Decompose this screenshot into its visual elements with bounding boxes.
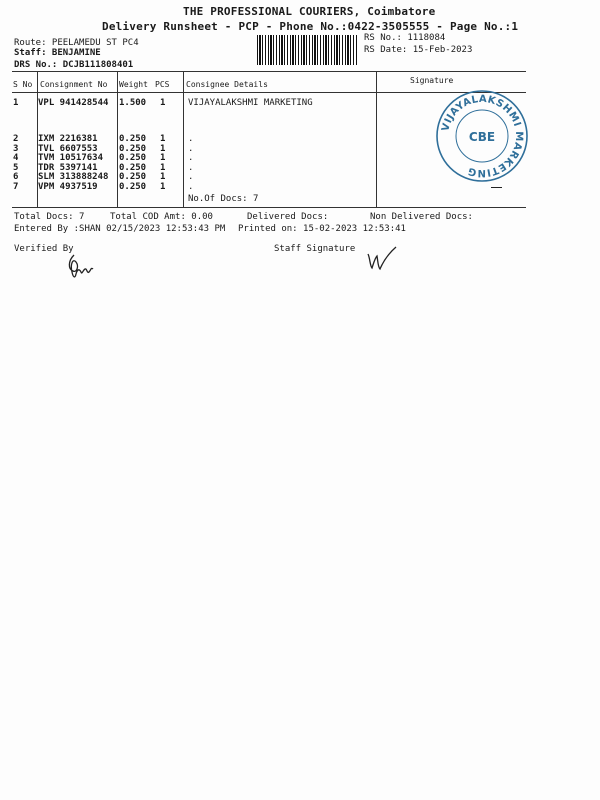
- table-cell: 1: [160, 181, 166, 192]
- header-consignee-details: Consignee Details: [186, 80, 268, 89]
- table-cell: .: [188, 181, 194, 192]
- table-cell: IXM 2216381: [38, 134, 98, 144]
- table-cell: 1: [160, 172, 166, 182]
- non-delivered-docs: Non Delivered Docs:: [370, 212, 473, 222]
- table-cell: TDR 5397141: [38, 162, 98, 173]
- rs-date: RS Date: 15-Feb-2023: [364, 45, 473, 55]
- staff-text: Staff: BENJAMINE: [14, 48, 101, 58]
- table-cell: 2: [13, 134, 19, 144]
- row-1-consignment: VPL 941428544: [38, 98, 109, 108]
- pcs-column: [160, 135, 165, 192]
- drs-number: DRS No.: DCJB111808401: [14, 60, 134, 70]
- table-cell: TVL 6607553: [38, 143, 98, 154]
- total-docs: Total Docs: 7: [14, 212, 85, 222]
- verifier-signature: [62, 252, 98, 282]
- col-divider: [117, 72, 118, 207]
- table-cell: 1: [160, 143, 166, 154]
- row-1-weight: 1.500: [119, 98, 147, 108]
- barcode: [257, 35, 357, 65]
- row-1-details: VIJAYALAKSHMI MARKETING: [188, 98, 313, 108]
- row-1-pcs: 1: [160, 98, 166, 108]
- total-cod-amount: Total COD Amt: 0.00: [110, 212, 213, 222]
- col-divider: [183, 72, 184, 207]
- weight-column: [119, 135, 146, 192]
- table-top-rule: [12, 71, 526, 72]
- no-of-docs: No.Of Docs: 7: [188, 194, 259, 204]
- consignment-column: [38, 135, 108, 192]
- table-cell: 0.250: [119, 143, 147, 154]
- staff-signature-label: Staff Signature: [274, 244, 356, 254]
- delivered-docs: Delivered Docs:: [247, 212, 329, 222]
- table-cell: .: [188, 153, 194, 163]
- table-cell: 0.250: [119, 153, 147, 163]
- table-cell: 0.250: [119, 134, 147, 144]
- printed-on: Printed on: 15-02-2023 12:53:41: [238, 224, 406, 234]
- route-text: Route: PEELAMEDU ST PC4: [14, 38, 139, 48]
- table-cell: 5: [13, 162, 19, 173]
- entered-by: Entered By :SHAN 02/15/2023 12:53:43 PM: [14, 224, 226, 234]
- rs-number: RS No.: 1118084: [364, 33, 446, 43]
- header-signature: Signature: [410, 76, 454, 85]
- company-stamp: [434, 88, 530, 184]
- table-cell: .: [188, 143, 194, 154]
- table-cell: .: [188, 172, 194, 182]
- table-cell: SLM 313888248: [38, 172, 109, 182]
- header-weight: Weight: [119, 80, 148, 89]
- table-cell: 1: [160, 153, 166, 163]
- table-cell: 1: [160, 162, 166, 173]
- details-column: [188, 135, 193, 192]
- table-cell: 1: [160, 134, 166, 144]
- sno-column: [13, 135, 18, 192]
- company-title: THE PROFESSIONAL COURIERS, Coimbatore: [183, 5, 436, 18]
- table-cell: 4: [13, 153, 19, 163]
- header-sno: S No: [13, 80, 33, 89]
- table-cell: TVM 10517634: [38, 153, 104, 163]
- stamp-center-text: CBE: [468, 130, 496, 144]
- table-cell: VPM 4937519: [38, 181, 98, 192]
- table-cell: .: [188, 134, 194, 144]
- table-cell: 0.250: [119, 181, 147, 192]
- col-divider: [376, 72, 377, 207]
- table-cell: .: [188, 162, 194, 173]
- verified-by-label: Verified By: [14, 244, 74, 254]
- runsheet-title: Delivery Runsheet - PCP - Phone No.:0422-3505555 - Page No.:1: [102, 20, 519, 33]
- table-cell: 0.250: [119, 162, 147, 173]
- signature-mark: [491, 187, 502, 188]
- table-bottom-rule: [12, 207, 526, 208]
- table-cell: 6: [13, 172, 19, 182]
- staff-signature-mark: [364, 244, 400, 274]
- row-1-sno: 1: [13, 98, 19, 108]
- table-cell: 0.250: [119, 172, 147, 182]
- header-consignment-no: Consignment No: [40, 80, 108, 89]
- table-cell: 7: [13, 181, 19, 192]
- table-cell: 3: [13, 143, 19, 154]
- header-pcs: PCS: [155, 80, 170, 89]
- stamp-text: VIJAYALAKSHMI MARKETING: [440, 93, 525, 179]
